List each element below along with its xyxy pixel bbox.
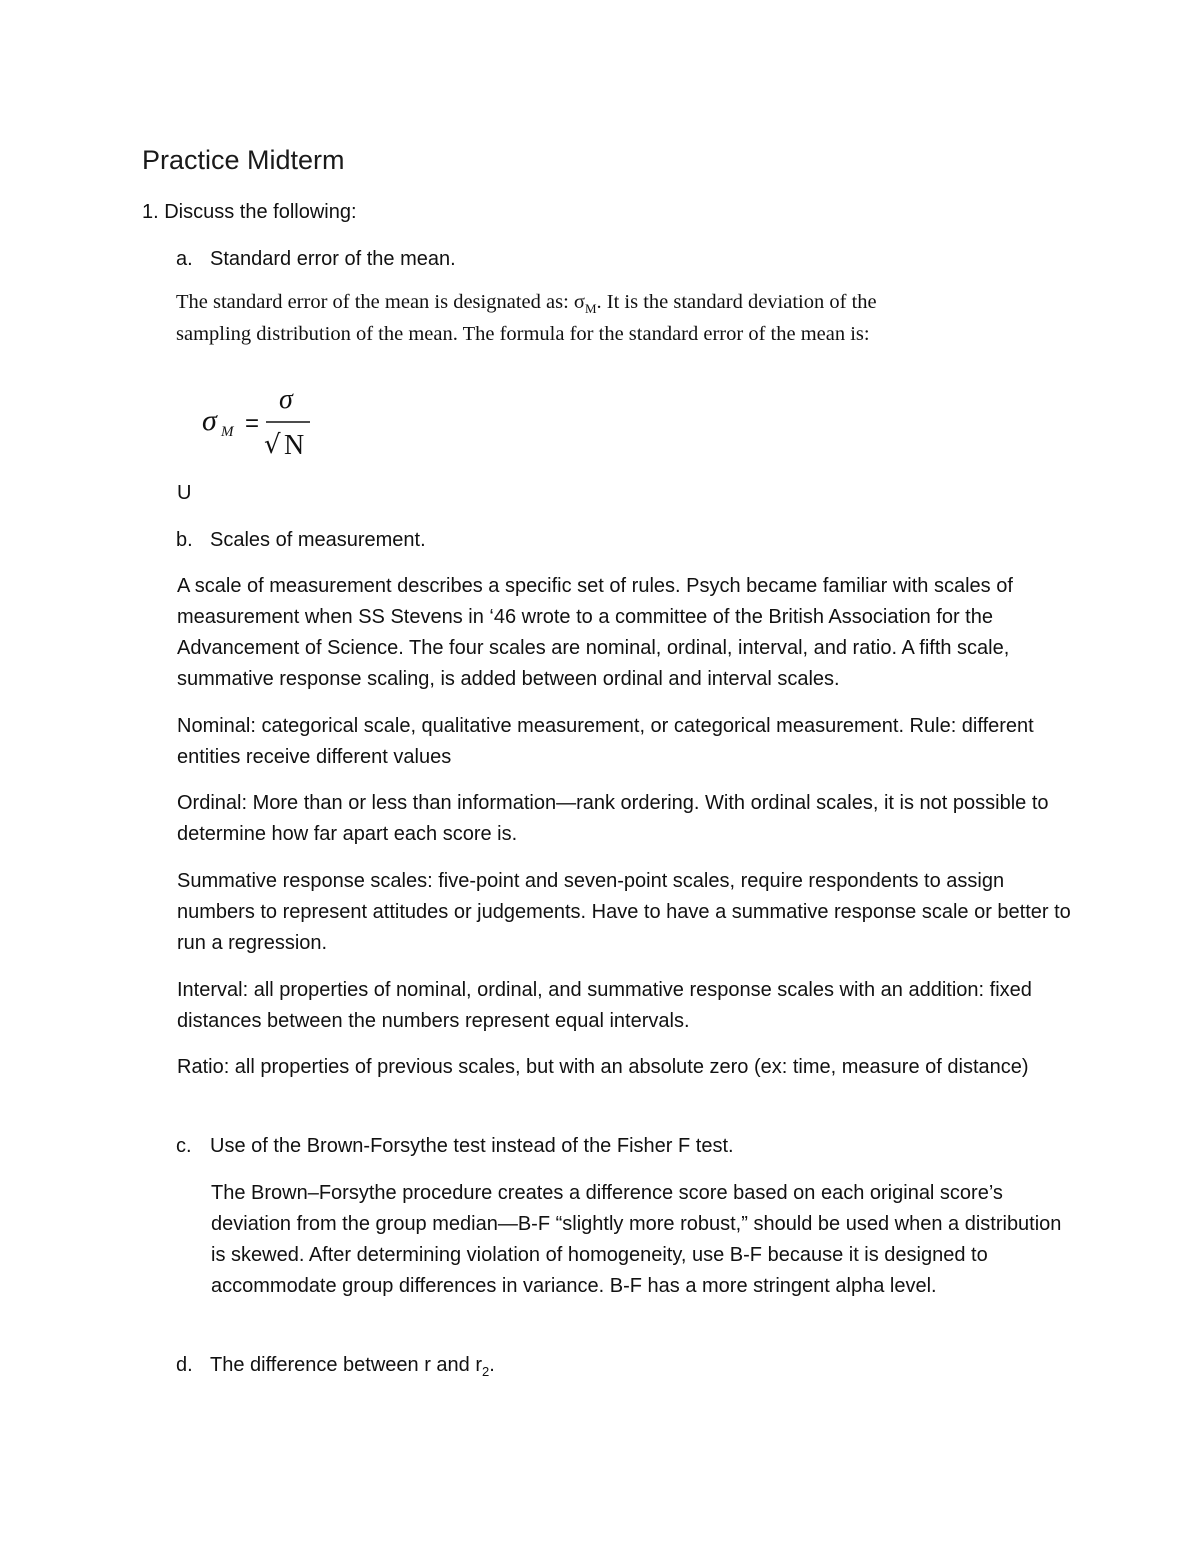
item-c-heading	[176, 1131, 734, 1162]
brown-forsythe-paragraph: The Brown–Forsythe procedure creates a difference score based on each original score’s deviation from the group median—B-F “slightly more robust,” should be used when a distribution is skewed. After determining violation of homogeneity, use B-F because it is designed to accommodate group differences in variance. B-F has a more stringent alpha level.	[211, 1182, 1062, 1297]
item-b-title: Scales of measurement.	[210, 529, 426, 551]
item-a-text-pre: The standard error of the mean is designated as: σ	[176, 291, 585, 313]
question-1: 1. Discuss the following:	[142, 201, 357, 223]
formula-lhs-sigma: σ	[202, 404, 217, 437]
scale-ratio-paragraph: Ratio: all properties of previous scales, but with an absolute zero (ex: time, measure of distance)	[177, 1056, 1029, 1078]
item-a-text-line2: sampling distribution of the mean. The formula for the standard error of the mean is:	[176, 323, 870, 345]
item-a-text-sub: M	[584, 301, 597, 317]
scale-interval-paragraph: Interval: all properties of nominal, ordinal, and summative response scales with an addition: fixed distances between the numbers represent equal intervals.	[177, 979, 1032, 1032]
item-d-title-sub: 2	[482, 1364, 490, 1379]
formula-radical: √	[264, 430, 281, 460]
stray-character: U	[177, 482, 192, 504]
scales-intro-paragraph: A scale of measurement describes a specific set of rules. Psych became familiar with scales of measurement when SS Stevens in ‘46 wrote to a committee of the British Association for the Advancement of Science. The four scales are nominal, ordinal, interval, and ratio. A fifth scale, summative response scaling, is added between ordinal and interval scales.	[177, 575, 1013, 690]
item-c-title: Use of the Brown-Forsythe test instead of the Fisher F test.	[210, 1135, 734, 1157]
item-c-marker: c.	[176, 1135, 192, 1157]
standard-error-formula	[198, 380, 328, 460]
item-a-text-post: . It is the standard deviation of the	[596, 291, 877, 313]
formula-equals: =	[245, 410, 260, 437]
item-d-heading	[176, 1350, 495, 1387]
item-b-marker: b.	[176, 529, 193, 551]
item-a-heading	[176, 244, 456, 275]
scale-ordinal-paragraph: Ordinal: More than or less than information—rank ordering. With ordinal scales, it is not possible to determine how far apart each score is.	[177, 792, 1049, 845]
page-title: Practice Midterm	[142, 145, 345, 175]
formula-numerator: σ	[279, 384, 293, 415]
item-d-title-pre: The difference between r and r	[210, 1354, 483, 1376]
scale-nominal-paragraph: Nominal: categorical scale, qualitative measurement, or categorical measurement. Rule: different entities receive different values	[177, 715, 1034, 768]
formula-denominator: N	[284, 430, 305, 460]
scale-summative-paragraph: Summative response scales: five-point and seven-point scales, require respondents to assign numbers to represent attitudes or judgements. Have to have a summative response scale or better to run a regression.	[177, 870, 1071, 954]
item-d-marker: d.	[176, 1354, 193, 1376]
item-a-title: Standard error of the mean.	[210, 248, 456, 270]
item-a-marker: a.	[176, 248, 193, 270]
item-d-title-post: .	[489, 1354, 495, 1376]
item-b-heading	[176, 525, 426, 556]
formula-lhs-subscript: M	[221, 424, 234, 440]
